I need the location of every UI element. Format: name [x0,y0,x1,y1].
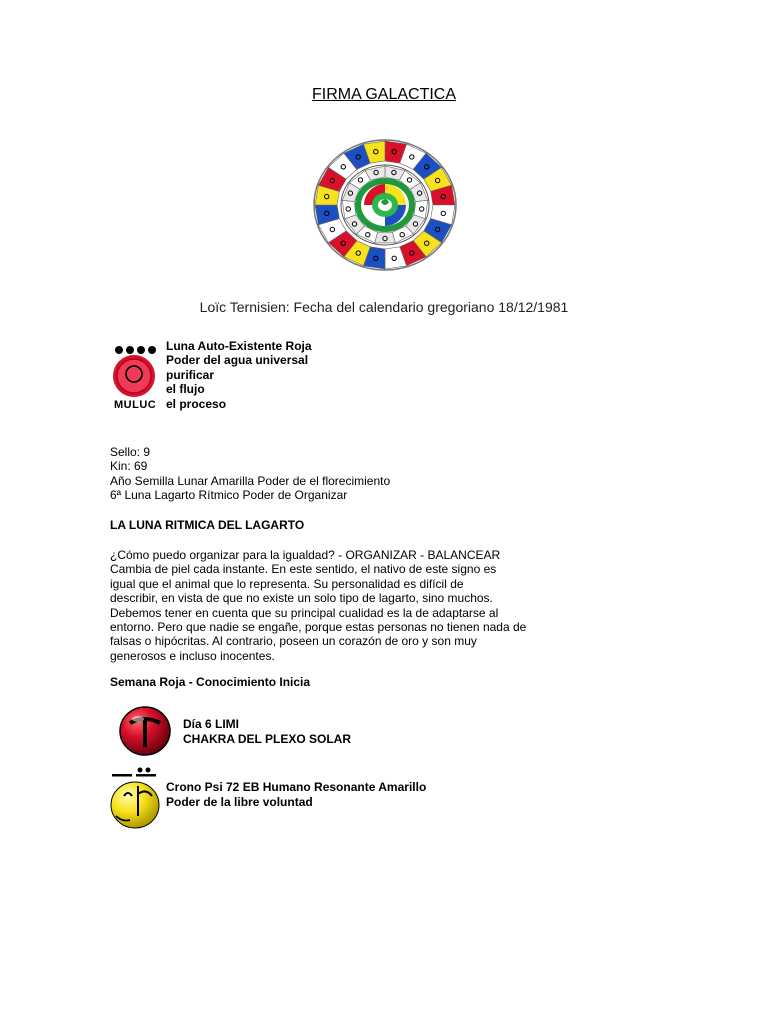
paragraph-line: describir, en vista de que no existe un solo tipo de lagarto, sino muchos. [110,591,493,606]
limi-day: Día 6 LIMI [183,717,240,731]
galactic-wheel-icon [312,138,458,272]
paragraph-line: falsas o hipócritas. Al contrario, poseen un corazón de oro y son muy [110,634,477,649]
section-heading: LA LUNA RITMICA DEL LAGARTO [110,518,305,532]
luna-value: 6ª Luna Lagarto Rítmico Poder de Organizar [110,487,348,502]
crono-line: Poder de la libre voluntad [166,794,313,809]
limi-glyph-icon [118,705,172,757]
description-paragraph [110,548,570,663]
sello-value: Sello: 9 [110,445,151,459]
limi-chakra: CHAKRA DEL PLEXO SOLAR [183,732,352,746]
limi-description [183,717,351,747]
muluc-description [166,339,312,411]
muluc-line: Luna Auto-Existente Roja [166,339,312,353]
paragraph-line: Cambia de piel cada instante. En este sentido, el nativo de este signo es [110,562,497,577]
paragraph-line: Debemos tener en cuenta que su principal cualidad es la de adaptarse al [110,605,499,620]
wheel-segment [375,232,396,243]
muluc-line: el proceso [166,396,227,411]
muluc-label: MULUC [114,399,157,411]
paragraph-line: entorno. Pero que nadie se engañe, porque estas personas no tienen nada de [110,620,527,635]
page-title: FIRMA GALACTICA [311,86,457,103]
anio-value: Año Semilla Lunar Amarilla Poder de el florecimiento [110,473,391,488]
kin-info [110,445,390,502]
muluc-glyph-icon [110,343,162,401]
muluc-line: Poder del agua universal [166,353,309,368]
paragraph-line: generosos e incluso inocentes. [110,648,275,663]
subtitle: Loïc Ternisien: Fecha del calendario gregoriano 18/12/1981 [199,299,569,315]
muluc-line: purificar [166,367,215,382]
week-heading: Semana Roja - Conocimiento Inicia [110,675,311,689]
muluc-line: el flujo [166,382,205,397]
paragraph-line: ¿Cómo puedo organizar para la igualdad? - ORGANIZAR - BALANCEAR [110,548,501,562]
crono-description [166,780,426,809]
crono-line: Crono Psi 72 EB Humano Resonante Amarillo [166,780,427,794]
kin-value: Kin: 69 [110,459,148,474]
paragraph-line: igual que el animal que lo representa. Su personalidad es difícil de [110,576,464,591]
human-glyph-icon [108,766,162,830]
